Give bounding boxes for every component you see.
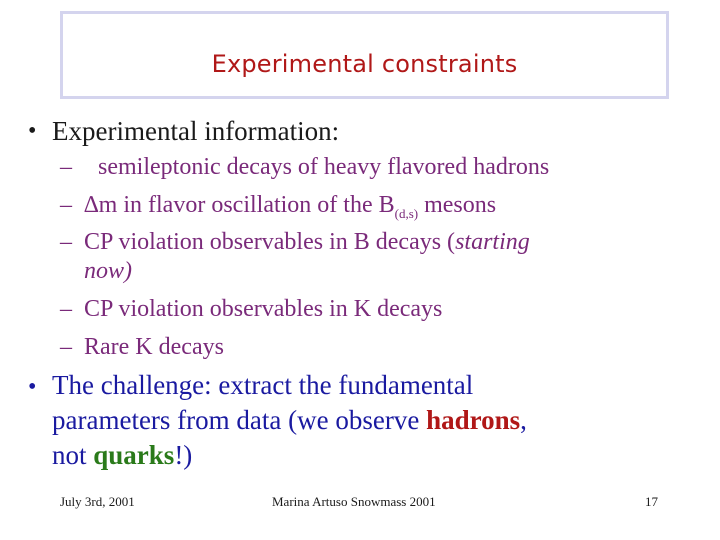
bullet-marker-2: • bbox=[28, 374, 37, 400]
footer-presenter: Marina Artuso Snowmass 2001 bbox=[272, 494, 436, 509]
hadrons-word: hadrons bbox=[426, 405, 521, 435]
cp-b-text: CP violation observables in B decays ( bbox=[84, 229, 456, 255]
cp-b-italic-cont: now) bbox=[84, 258, 132, 284]
dash-5: – bbox=[60, 334, 72, 360]
challenge-line-2-text: parameters from data (we observe bbox=[52, 405, 427, 435]
sub-item-rare-k: Rare K decays bbox=[84, 334, 224, 360]
challenge-line-2 bbox=[52, 405, 527, 436]
delta-m-text: ∆m in flavor oscillation of the B bbox=[84, 192, 395, 218]
sub-item-delta-m bbox=[84, 192, 496, 222]
challenge-line-2-comma: , bbox=[520, 405, 527, 435]
footer-date: July 3rd, 2001 bbox=[60, 494, 135, 509]
dash-3: – bbox=[60, 229, 72, 255]
slide-title: Experimental constraints bbox=[211, 50, 518, 78]
challenge-line-1: The challenge: extract the fundamental bbox=[52, 370, 474, 400]
footer-page-number: 17 bbox=[645, 494, 658, 509]
cp-b-italic: starting bbox=[455, 229, 530, 255]
title-box bbox=[60, 11, 669, 99]
sub-item-semileptonic: semileptonic decays of heavy flavored hadrons bbox=[98, 154, 550, 180]
delta-m-suffix: mesons bbox=[418, 192, 497, 218]
sub-item-cp-b-cont bbox=[84, 258, 132, 285]
bullet-1-text: Experimental information: bbox=[52, 116, 340, 146]
challenge-line-3-end: !) bbox=[174, 440, 193, 470]
sub-item-cp-k: CP violation observables in K decays bbox=[84, 296, 443, 322]
dash-2: – bbox=[60, 192, 72, 218]
dash-1: – bbox=[60, 154, 72, 180]
delta-m-subscript: (d,s) bbox=[394, 205, 419, 221]
challenge-line-3-text: not bbox=[52, 440, 94, 470]
sub-item-cp-b bbox=[84, 229, 530, 256]
quarks-word: quarks bbox=[93, 440, 175, 470]
bullet-marker-1: • bbox=[28, 118, 37, 144]
dash-4: – bbox=[60, 296, 72, 322]
challenge-line-3 bbox=[52, 440, 192, 471]
